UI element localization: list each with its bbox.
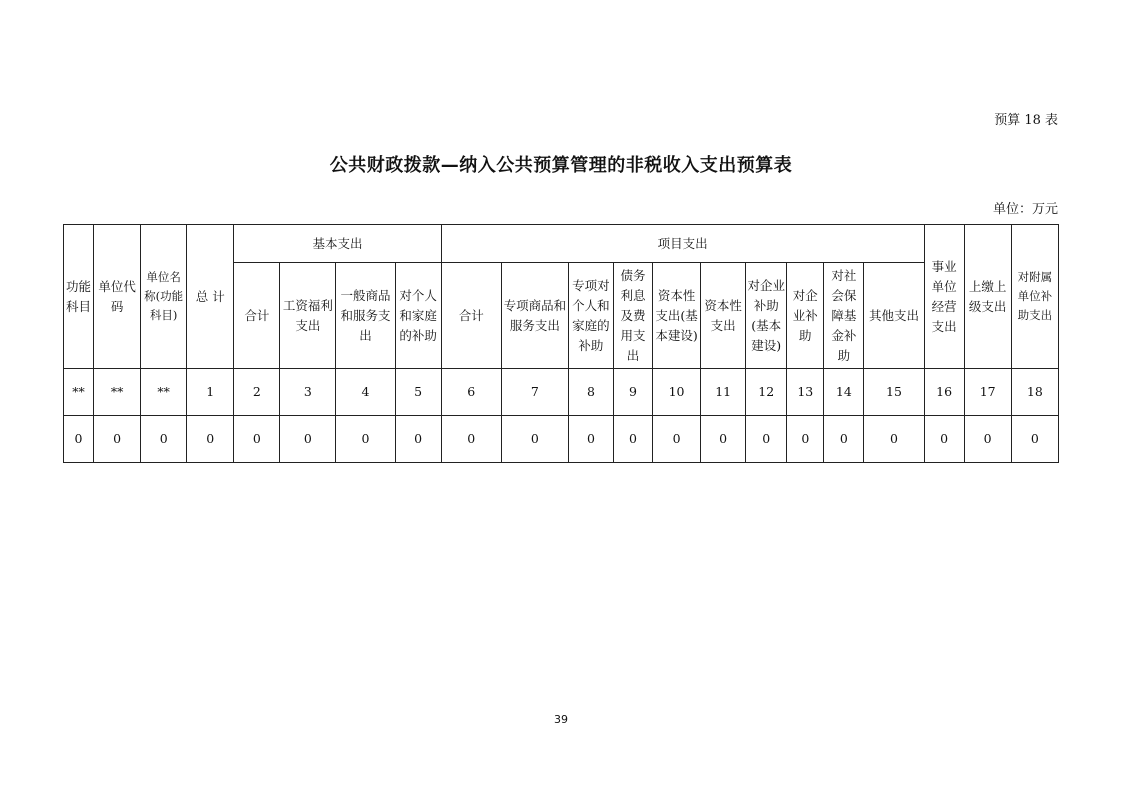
data-cell: 0 — [924, 416, 964, 463]
form-number: 预算 18 表 — [994, 113, 1058, 128]
data-cell: 0 — [701, 416, 746, 463]
unit-label: 单位：万元 — [992, 202, 1058, 217]
data-cell: 0 — [653, 416, 701, 463]
header-basic-col: 一般商品和服务支出 — [336, 263, 395, 369]
index-cell: ** — [141, 369, 187, 416]
header-project-col: 资本性支出(基本建设) — [653, 263, 701, 369]
data-cell: 0 — [234, 416, 280, 463]
header-project-col: 对社会保障基金补助 — [824, 263, 864, 369]
header-project-col: 对企业补助 — [787, 263, 824, 369]
index-cell: 6 — [441, 369, 501, 416]
header-subsidiary-subsidy: 对附属单位补助支出 — [1011, 225, 1058, 369]
data-cell: 0 — [964, 416, 1011, 463]
index-cell: 16 — [924, 369, 964, 416]
data-cell: 0 — [501, 416, 568, 463]
index-cell: 1 — [187, 369, 234, 416]
index-cell: 18 — [1011, 369, 1058, 416]
index-cell: 3 — [280, 369, 336, 416]
data-cell: 0 — [336, 416, 395, 463]
index-cell: 11 — [701, 369, 746, 416]
header-basic-col: 对个人和家庭的补助 — [395, 263, 441, 369]
header-basic-col: 合计 — [234, 263, 280, 369]
data-cell: 0 — [746, 416, 787, 463]
page-number: 39 — [554, 713, 568, 726]
index-cell: 4 — [336, 369, 395, 416]
data-cell: 0 — [864, 416, 924, 463]
index-cell: 14 — [824, 369, 864, 416]
data-cell: 0 — [280, 416, 336, 463]
header-func-subject: 功能科目 — [64, 225, 94, 369]
index-cell: 15 — [864, 369, 924, 416]
header-project-col: 资本性支出 — [701, 263, 746, 369]
budget-table — [63, 224, 1059, 463]
index-cell: 10 — [653, 369, 701, 416]
data-cell: 0 — [64, 416, 94, 463]
data-cell: 0 — [787, 416, 824, 463]
index-cell: 12 — [746, 369, 787, 416]
header-row-1 — [64, 225, 1059, 263]
header-unit-code: 单位代码 — [94, 225, 141, 369]
data-cell: 0 — [94, 416, 141, 463]
data-cell: 0 — [395, 416, 441, 463]
header-unit-name: 单位名称(功能科目) — [141, 225, 187, 369]
data-cell: 0 — [141, 416, 187, 463]
index-cell: 9 — [613, 369, 652, 416]
header-basic-col: 工资福利支出 — [280, 263, 336, 369]
header-project-col: 债务利息及费用支出 — [613, 263, 652, 369]
index-cell: 7 — [501, 369, 568, 416]
header-project-col: 对企业补助(基本建设) — [746, 263, 787, 369]
header-project-expenditure: 项目支出 — [441, 225, 924, 263]
data-row — [64, 416, 1059, 463]
index-cell: 8 — [568, 369, 613, 416]
header-project-col: 合计 — [441, 263, 501, 369]
index-cell: 13 — [787, 369, 824, 416]
header-superior-payment: 上缴上级支出 — [964, 225, 1011, 369]
data-cell: 0 — [1011, 416, 1058, 463]
index-cell: 17 — [964, 369, 1011, 416]
data-cell: 0 — [613, 416, 652, 463]
index-row — [64, 369, 1059, 416]
index-cell: 5 — [395, 369, 441, 416]
data-cell: 0 — [187, 416, 234, 463]
header-project-col: 其他支出 — [864, 263, 924, 369]
header-business-expenditure: 事业单位经营支出 — [924, 225, 964, 369]
header-project-col: 专项对个人和家庭的补助 — [568, 263, 613, 369]
header-basic-expenditure: 基本支出 — [234, 225, 441, 263]
data-cell: 0 — [824, 416, 864, 463]
data-cell: 0 — [568, 416, 613, 463]
header-total: 总 计 — [187, 225, 234, 369]
index-cell: ** — [64, 369, 94, 416]
page-title: 公共财政拨款—纳入公共预算管理的非税收入支出预算表 — [329, 155, 793, 176]
data-cell: 0 — [441, 416, 501, 463]
index-cell: ** — [94, 369, 141, 416]
header-project-col: 专项商品和服务支出 — [501, 263, 568, 369]
index-cell: 2 — [234, 369, 280, 416]
